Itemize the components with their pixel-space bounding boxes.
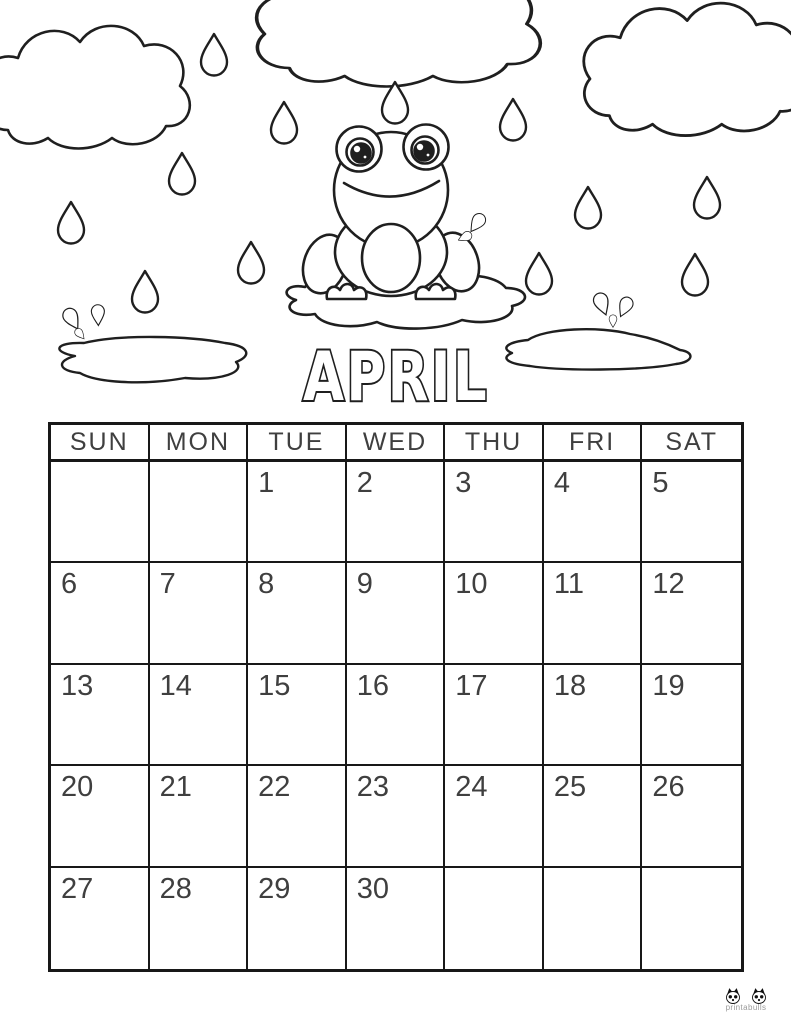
day-cell bbox=[51, 462, 150, 563]
day-cell: 19 bbox=[642, 665, 741, 766]
puddle-icon bbox=[506, 329, 690, 369]
day-header-mon: MON bbox=[150, 425, 249, 462]
day-cell: 10 bbox=[445, 563, 544, 664]
day-cell: 25 bbox=[544, 766, 643, 867]
day-cell: 29 bbox=[248, 868, 347, 969]
raindrop-icon bbox=[132, 271, 158, 313]
day-cell: 11 bbox=[544, 563, 643, 664]
day-cell: 22 bbox=[248, 766, 347, 867]
calendar-grid bbox=[48, 422, 744, 972]
day-cell: 24 bbox=[445, 766, 544, 867]
day-header-thu: THU bbox=[445, 425, 544, 462]
day-cell: 2 bbox=[347, 462, 446, 563]
cloud-icon bbox=[257, 0, 541, 87]
month-title: APRIL bbox=[303, 337, 489, 417]
frog-icon bbox=[287, 125, 525, 329]
raindrop-icon bbox=[500, 99, 526, 141]
day-cell: 9 bbox=[347, 563, 446, 664]
raindrop-icon bbox=[169, 153, 195, 195]
day-cell: 28 bbox=[150, 868, 249, 969]
raindrop-icon bbox=[526, 253, 552, 295]
day-cell: 13 bbox=[51, 665, 150, 766]
day-cell: 7 bbox=[150, 563, 249, 664]
day-cell: 12 bbox=[642, 563, 741, 664]
raindrop-icon bbox=[694, 177, 720, 219]
cloud-icon bbox=[584, 3, 791, 135]
day-cell: 17 bbox=[445, 665, 544, 766]
day-cell: 3 bbox=[445, 462, 544, 563]
raindrop-icon bbox=[238, 242, 264, 284]
day-cell: 16 bbox=[347, 665, 446, 766]
day-cell: 6 bbox=[51, 563, 150, 664]
day-header-sat: SAT bbox=[642, 425, 741, 462]
day-cell: 5 bbox=[642, 462, 741, 563]
day-cell: 21 bbox=[150, 766, 249, 867]
day-header-tue: TUE bbox=[248, 425, 347, 462]
day-cell bbox=[642, 868, 741, 969]
day-cell bbox=[445, 868, 544, 969]
day-cell: 14 bbox=[150, 665, 249, 766]
day-cell: 23 bbox=[347, 766, 446, 867]
splash-icon bbox=[456, 211, 488, 244]
day-cell: 27 bbox=[51, 868, 150, 969]
day-cell: 18 bbox=[544, 665, 643, 766]
day-cell bbox=[544, 868, 643, 969]
raindrop-icon bbox=[682, 254, 708, 296]
day-cell: 30 bbox=[347, 868, 446, 969]
cloud-icon bbox=[0, 26, 190, 149]
day-cell: 15 bbox=[248, 665, 347, 766]
splash-icon bbox=[591, 291, 635, 327]
day-cell: 8 bbox=[248, 563, 347, 664]
day-header-fri: FRI bbox=[544, 425, 643, 462]
day-header-sun: SUN bbox=[51, 425, 150, 462]
raindrop-icon bbox=[201, 34, 227, 76]
splash-icon bbox=[60, 305, 105, 342]
raindrop-icon bbox=[271, 102, 297, 144]
day-cell: 26 bbox=[642, 766, 741, 867]
brand-text: printabulls bbox=[725, 1003, 767, 1012]
raindrop-icon bbox=[58, 202, 84, 244]
frog-rain-illustration bbox=[0, 0, 791, 420]
day-cell: 20 bbox=[51, 766, 150, 867]
day-cell bbox=[150, 462, 249, 563]
puddle-icon bbox=[59, 337, 246, 382]
day-cell: 1 bbox=[248, 462, 347, 563]
printabulls-logo bbox=[715, 988, 777, 1012]
raindrop-icon bbox=[382, 82, 408, 124]
raindrop-icon bbox=[575, 187, 601, 229]
day-header-wed: WED bbox=[347, 425, 446, 462]
day-cell: 4 bbox=[544, 462, 643, 563]
